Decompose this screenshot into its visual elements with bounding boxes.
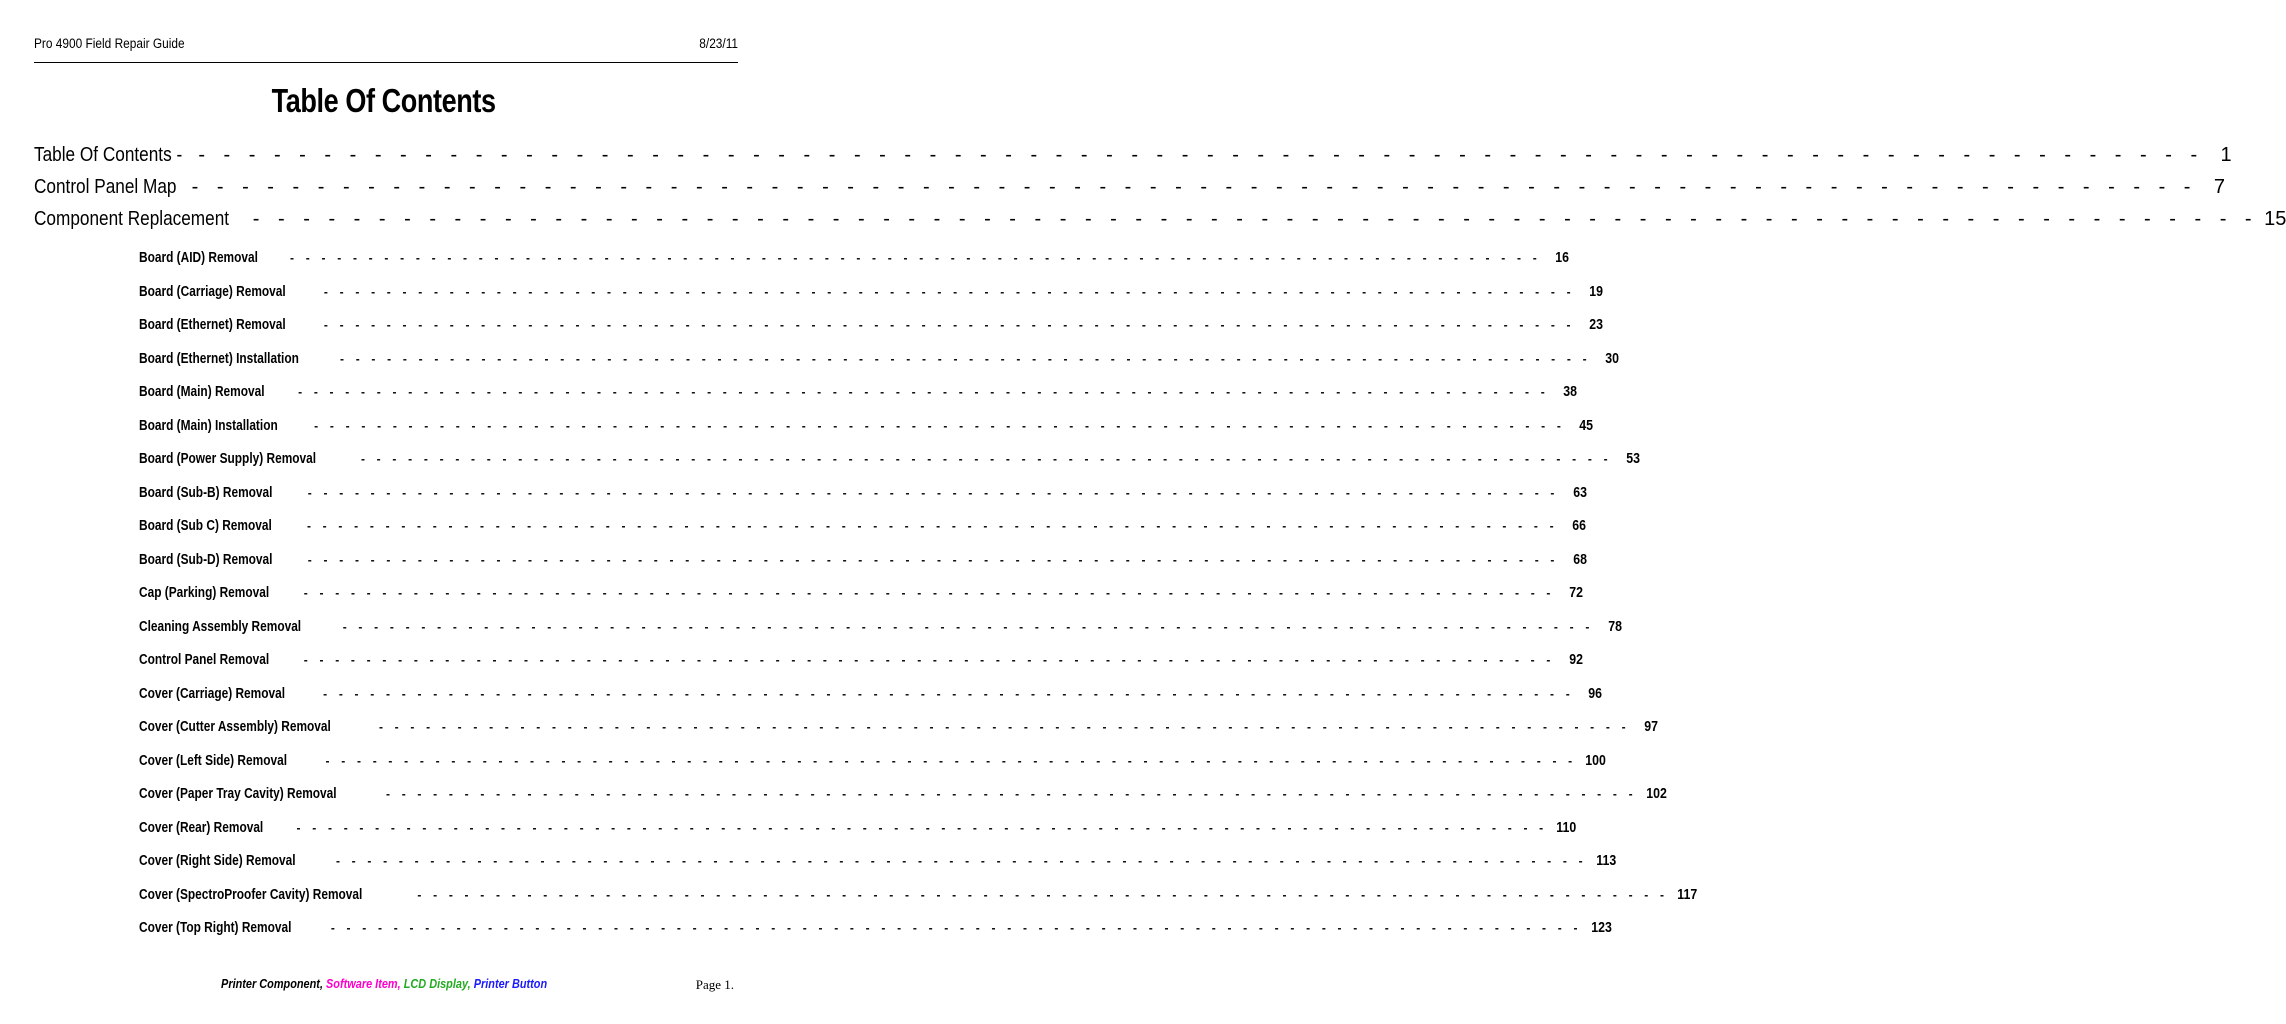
toc-entry-page: 53 (1626, 451, 1640, 467)
toc-entry-page: 63 (1572, 484, 1587, 501)
dot-leader: - - - - - - - - - - - - - - - - - - - - - - - - - - - - - - - - - - - - - - - - - - - - - - - - - - - - - - - - - - - - - - - - - - - - - - - - - - - - - - - - (385, 787, 1637, 801)
toc-entry-label: Cover (Right Side) Removal (139, 853, 296, 869)
toc-entry-label: Board (Power Supply) Removal (139, 451, 317, 467)
toc-entry-page: 23 (1589, 317, 1603, 333)
dot-leader: - - - - - - - - - - - - - - - - - - - - - - - - - - - - - - - - - - - - - - - - - - - - - - - - - - - - - - - - - - - - - - - - - - - - - - - - - - - - - - - - (303, 586, 1555, 600)
toc-entry-label: Cover (SpectroProofer Cavity) Removal (139, 886, 363, 903)
toc-entry[interactable] (139, 786, 1667, 820)
dot-leader: - - - - - - - - - - - - - - - - - - - - - - - - - - - - - - - - - - - - - - - - - - - - - - - - - - - - - - - - - - - - - - - - - - - - - - - - - - - - - - - - (323, 686, 1574, 701)
toc-entry[interactable] (139, 585, 1583, 619)
toc-entry[interactable] (139, 853, 1617, 887)
toc-entry-page: 7 (2213, 176, 2225, 198)
toc-entry-page: 97 (1644, 719, 1658, 735)
toc-entry-page: 96 (1588, 685, 1602, 702)
toc-entry-label: Cover (Rear) Removal (139, 819, 264, 836)
toc-entry-label: Component Replacement (34, 208, 230, 230)
header-rule (34, 62, 738, 63)
toc-entry[interactable] (139, 451, 1640, 485)
toc-entry-page: 72 (1568, 585, 1583, 601)
toc-sub-list (139, 250, 1698, 954)
toc-entry-page: 68 (1572, 551, 1587, 568)
toc-entry[interactable] (139, 719, 1658, 753)
toc-main-list (34, 144, 2286, 240)
dot-leader: - - - - - - - - - - - - - - - - - - - - - - - - - - - - - - - - - - - - - - - - - - - - - - - - - - - - - - - - - - - - - - - - - - - - - - - - - - - - - - - - (306, 519, 1558, 533)
toc-entry-label: Cap (Parking) Removal (139, 585, 270, 601)
dot-leader: - - - - - - - - - - - - - - - - - - - - - - - - - - - - - - - - - - - - - - - - - - - - - - - - - - - - - - - - - - - - - - - - - - - - - - - - - - - - - - - - (330, 921, 1582, 935)
toc-entry-page: 66 (1572, 518, 1586, 534)
toc-entry-label: Cover (Cutter Assembly) Removal (139, 719, 331, 735)
toc-entry[interactable] (139, 417, 1594, 452)
toc-entry-label: Cover (Left Side) Removal (139, 752, 288, 769)
dot-leader: - - - - - - - - - - - - - - - - - - - - - - - - - - - - - - - - - - - - - - - - - - - - - - - - - - - - - - - - - - - - - - - - - - - - - - - - - - - - - - - - (323, 318, 1575, 332)
toc-entry-page: 15 (2264, 208, 2286, 230)
toc-entry-page: 45 (1579, 417, 1594, 434)
toc-entry[interactable] (139, 819, 1577, 854)
dot-leader: - - - - - - - - - - - - - - - - - - - - - - - - - - - - - - - - - - - - - - - - - - - - - - - - - - - - - - - - - - - - - - - - - - - - - - - - - - - - - - - - (339, 351, 1591, 366)
dot-leader: - - - - - - - - - - - - - - - - - - - - - - - - - - - - - - - - - - - - - - - - - - - - - - - - - - - - - - - - - - - - - - - - - - - - - - - - - - - - - - - - (252, 208, 2259, 230)
legend-item: Software Item, (325, 976, 401, 991)
toc-entry-label: Cleaning Assembly Removal (139, 618, 302, 635)
toc-entry-page: 30 (1605, 350, 1619, 367)
toc-entry[interactable] (139, 317, 1603, 351)
legend-item: LCD Display, (403, 976, 471, 991)
toc-entry-label: Board (Sub-D) Removal (139, 551, 273, 568)
page-title: Table Of Contents (271, 82, 497, 119)
dot-leader: - - - - - - - - - - - - - - - - - - - - - - - - - - - - - - - - - - - - - - - - - - - - - - - - - - - - - - - - - - - - - - - - - - - - - - - - - - - - - - - - (360, 452, 1612, 466)
page-header (34, 36, 738, 51)
color-legend (0, 976, 768, 991)
toc-entry[interactable] (139, 384, 1577, 418)
toc-entry[interactable] (139, 518, 1586, 552)
toc-entry-label: Cover (Paper Tray Cavity) Removal (139, 786, 337, 802)
document-date: 8/23/11 (699, 36, 738, 51)
toc-entry-label: Cover (Carriage) Removal (139, 685, 286, 702)
toc-entry[interactable] (139, 618, 1622, 653)
dot-leader: - - - - - - - - - - - - - - - - - - - - - - - - - - - - - - - - - - - - - - - - - - - - - - - - - - - - - - - - - - - - - - - - - - - - - - - - - - - - - - - - (298, 385, 1549, 399)
toc-entry[interactable] (139, 283, 1603, 318)
dot-leader: - - - - - - - - - - - - - - - - - - - - - - - - - - - - - - - - - - - - - - - - - - - - - - - - - - - - - - - - - - - - - - - - - - - - - - - - - - - - - - - - (198, 144, 2204, 166)
toc-entry-page: 117 (1677, 886, 1698, 903)
dot-leader: - - - - - - - - - - - - - - - - - - - - - - - - - - - - - - - - - - - - - - - - - - - - - - - - - - - - - - - - - - - - - - - - - - - - - - - - - - - - - - - - (307, 552, 1559, 567)
toc-entry-label: Board (Sub-B) Removal (139, 484, 273, 501)
toc-entry-label: Board (Ethernet) Installation (139, 350, 299, 367)
toc-entry-page: 19 (1589, 283, 1603, 300)
dot-leader: - - - - - - - - - - - - - - - - - - - - - - - - - - - - - - - - - - - - - - - - - - - - - - - - - - - - - - - - - - - - - - - - - - - - - - - - - - - - - - - - (417, 887, 1669, 902)
toc-entry-page: 16 (1555, 250, 1569, 266)
dot-leader: - - - - - - - - - - - - - - - - - - - - - - - - - - - - - - - - - - - - - - - - - - - - - - - - - - - - - - - - - - - - - - - - - - - - - - - - - - - - - - - - (303, 653, 1555, 667)
toc-entry-label: Control Panel Map (34, 176, 177, 198)
toc-entry-label: Board (Main) Installation (139, 417, 278, 434)
toc-entry-label: Board (Sub C) Removal (139, 518, 272, 534)
toc-entry-page: 92 (1568, 652, 1583, 668)
toc-entry[interactable] (34, 144, 2232, 176)
legend-item: Printer Component, (220, 976, 323, 991)
toc-entry[interactable] (34, 176, 2225, 208)
dot-leader: - - - - - - - - - - - - - - - - - - - - - - - - - - - - - - - - - - - - - - - - - - - - - - - - - - - - - - - - - - - - - - - - - - - - - - - - - - - - - - - - (323, 284, 1575, 299)
dot-leader: - - - - - - - - - - - - - - - - - - - - - - - - - - - - - - - - - - - - - - - - - - - - - - - - - - - - - - - - - - - - - - - - - - - - - - - - - - - - - - - - (296, 820, 1548, 835)
toc-entry[interactable] (139, 250, 1569, 284)
toc-entry-label: Table Of Contents - (34, 144, 183, 166)
page-number: Page 1. (695, 977, 734, 992)
dot-leader: - - - - - - - - - - - - - - - - - - - - - - - - - - - - - - - - - - - - - - - - - - - - - - - - - - - - - - - - - - - - - - - - - - - - - - - - - - - - - - - - (342, 619, 1594, 634)
toc-entry-page: 78 (1607, 618, 1622, 635)
dot-leader: - - - - - - - - - - - - - - - - - - - - - - - - - - - - - - - - - - - - - - - - - - - - - - - - - - - - - - - - - - - - - - - - - - - - - - - - - - - - - - - - (191, 176, 2197, 198)
toc-entry[interactable] (139, 752, 1607, 787)
toc-entry-label: Control Panel Removal (139, 652, 270, 668)
dot-leader: - - - - - - - - - - - - - - - - - - - - - - - - - - - - - - - - - - - - - - - - - - - - - - - - - - - - - - - - - - - - - - - - - - - - - - - - - - - - - - - - (290, 251, 1541, 265)
dot-leader: - - - - - - - - - - - - - - - - - - - - - - - - - - - - - - - - - - - - - - - - - - - - - - - - - - - - - - - - - - - - - - - - - - - - - - - - - - - - - - - - (325, 753, 1577, 768)
toc-entry[interactable] (139, 652, 1583, 686)
toc-entry-label: Board (Ethernet) Removal (139, 317, 286, 333)
dot-leader: - - - - - - - - - - - - - - - - - - - - - - - - - - - - - - - - - - - - - - - - - - - - - - - - - - - - - - - - - - - - - - - - - - - - - - - - - - - - - - - - (314, 418, 1566, 433)
toc-entry-page: 1 (2220, 144, 2232, 166)
toc-entry[interactable] (139, 551, 1587, 586)
toc-entry[interactable] (139, 886, 1698, 921)
dot-leader: - - - - - - - - - - - - - - - - - - - - - - - - - - - - - - - - - - - - - - - - - - - - - - - - - - - - - - - - - - - - - - - - - - - - - - - - - - - - - - - - (335, 854, 1587, 868)
toc-entry-label: Board (Main) Removal (139, 384, 265, 400)
toc-entry[interactable] (139, 920, 1612, 954)
toc-entry-label: Board (AID) Removal (139, 250, 258, 266)
toc-entry-page: 123 (1591, 920, 1612, 936)
toc-entry-page: 100 (1585, 752, 1607, 769)
toc-entry[interactable] (139, 350, 1619, 385)
dot-leader: - - - - - - - - - - - - - - - - - - - - - - - - - - - - - - - - - - - - - - - - - - - - - - - - - - - - - - - - - - - - - - - - - - - - - - - - - - - - - - - - (378, 720, 1630, 734)
toc-entry-page: 113 (1596, 853, 1617, 869)
toc-entry[interactable] (139, 685, 1602, 720)
toc-entry-label: Board (Carriage) Removal (139, 283, 286, 300)
legend-item: Printer Button (473, 976, 548, 991)
toc-entry[interactable] (139, 484, 1587, 519)
toc-entry-label: Cover (Top Right) Removal (139, 920, 292, 936)
toc-entry-page: 38 (1563, 384, 1577, 400)
dot-leader: - - - - - - - - - - - - - - - - - - - - - - - - - - - - - - - - - - - - - - - - - - - - - - - - - - - - - - - - - - - - - - - - - - - - - - - - - - - - - - - - (307, 485, 1559, 500)
toc-entry-page: 102 (1646, 786, 1667, 802)
toc-entry[interactable] (34, 208, 2286, 240)
document-title: Pro 4900 Field Repair Guide (34, 36, 185, 51)
toc-entry-page: 110 (1556, 819, 1577, 836)
